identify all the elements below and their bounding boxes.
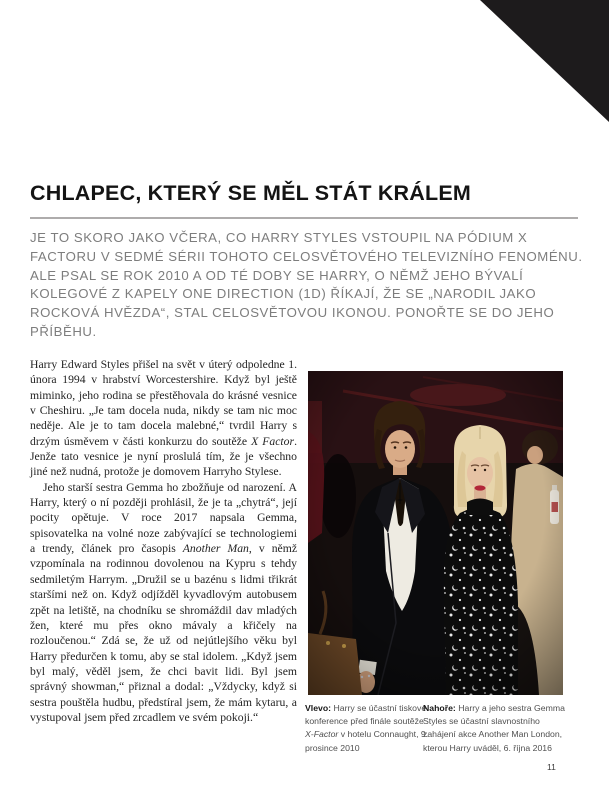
paragraph2-text: Jeho starší sestra Gemma ho zbožňuje od narození. A Harry, který o ní později prohlásil, že je ta „chytrá“, její pocity opětuje. V roce 2017 napsala Gemma, spisovatelka na volné noze zabývající se technologiemi a trendy, článek pro časopis (30, 480, 297, 556)
caption-left-italic-title: X-Factor (305, 729, 339, 740)
paragraph1-italic-title: X Factor (251, 434, 295, 448)
caption-left-text: Harry se účastní tiskové konference před finále soutěže (305, 703, 427, 727)
photo-caption-right (423, 702, 573, 755)
corner-triangle-decoration (480, 0, 609, 122)
caption-right-text: Harry a jeho sestra Gemma Styles se účastní slavnostního zahájení akce Another Man London, kterou Harry uváděl, 6. října 2016 (423, 703, 565, 753)
paragraph1-text-cont: . Jenže tato vesnice je nyní proslulá tím, že je všechno jiné než nudná, protože je domovem Harryho Stylese. (30, 434, 297, 479)
caption-left-label: Vlevo: (305, 703, 332, 713)
body-text-column (30, 357, 297, 725)
page-title: CHLAPEC, KTERÝ SE MĚL STÁT KRÁLEM (30, 181, 471, 205)
paragraph2-text-cont: , v němž vzpomínala na rodinnou dovolenou na Kypru s tehdy sedmiletým Harrym. „Družil se u bazénu s lidmi třikrát staršími než on. Když odjížděl kyvadlovým autobusem zpět na letiště, na chodníku se shromáždil dav mladých žen, které mu přes okno mávaly a křičely na rozloučenou.“ Zdá se, že už od nejútlejšího věku byl Harry předurčen k tomu, aby se stal idolem. „Když jsem byl malý, věděl jsem, že chci bavit lidi. Byl jsem správný showman,“ přiznal a dodal: „Vždycky, když si sestra pouštěla hudbu, předstíral jsem, že mám kytaru, a vystupoval jsem před zrcadlem ve svém pokoji.“ (30, 542, 298, 724)
body-paragraph-2 (30, 480, 297, 726)
caption-left-text-cont: v hotelu Connaught, 9. prosince 2010 (305, 729, 429, 753)
article-photo (308, 371, 563, 695)
photo-vignette (308, 371, 563, 695)
paragraph1-text: Harry Edward Styles přišel na svět v úterý odpoledne 1. února 1994 v hrabství Worcestershire. Když byl ještě miminko, jeho rodina se přestěhovala do krásné vesnice v Cheshiru. „Je tam docela nuda, nikdy se tam nic moc neděje. Ale je to tam docela malebné,“ tvrdil Harry s drzým úsměvem v části konkurzu do soutěže (30, 358, 297, 448)
page-number: 11 (547, 762, 556, 772)
intro-paragraph: JE TO SKORO JAKO VČERA, CO HARRY STYLES VSTOUPIL NA PÓDIUM X FACTORU V SEDMÉ SÉRII TOHOTO CELOSVĚTOVÉHO TELEVIZNÍHO FENOMÉNU. ALE PSAL SE ROK 2010 A OD TÉ DOBY SE HARRY, O NĚMŽ JEHO BÝVALÍ KOLEGOVÉ Z KAPELY ONE DIRECTION (1D) ŘÍKAJÍ, ŽE SE „NARODIL JAKO ROCKOVÁ HVĚZDA“, STAL CELOSVĚTOVOU IKONOU. PONOŘTE SE DO JEHO PŘÍBĚHU. (30, 230, 583, 339)
paragraph2-italic-title: Another Man (182, 542, 249, 556)
caption-right-label: Nahoře: (423, 703, 456, 713)
title-divider (30, 217, 578, 219)
photo-caption-left (305, 702, 431, 755)
body-paragraph-1 (30, 357, 297, 480)
